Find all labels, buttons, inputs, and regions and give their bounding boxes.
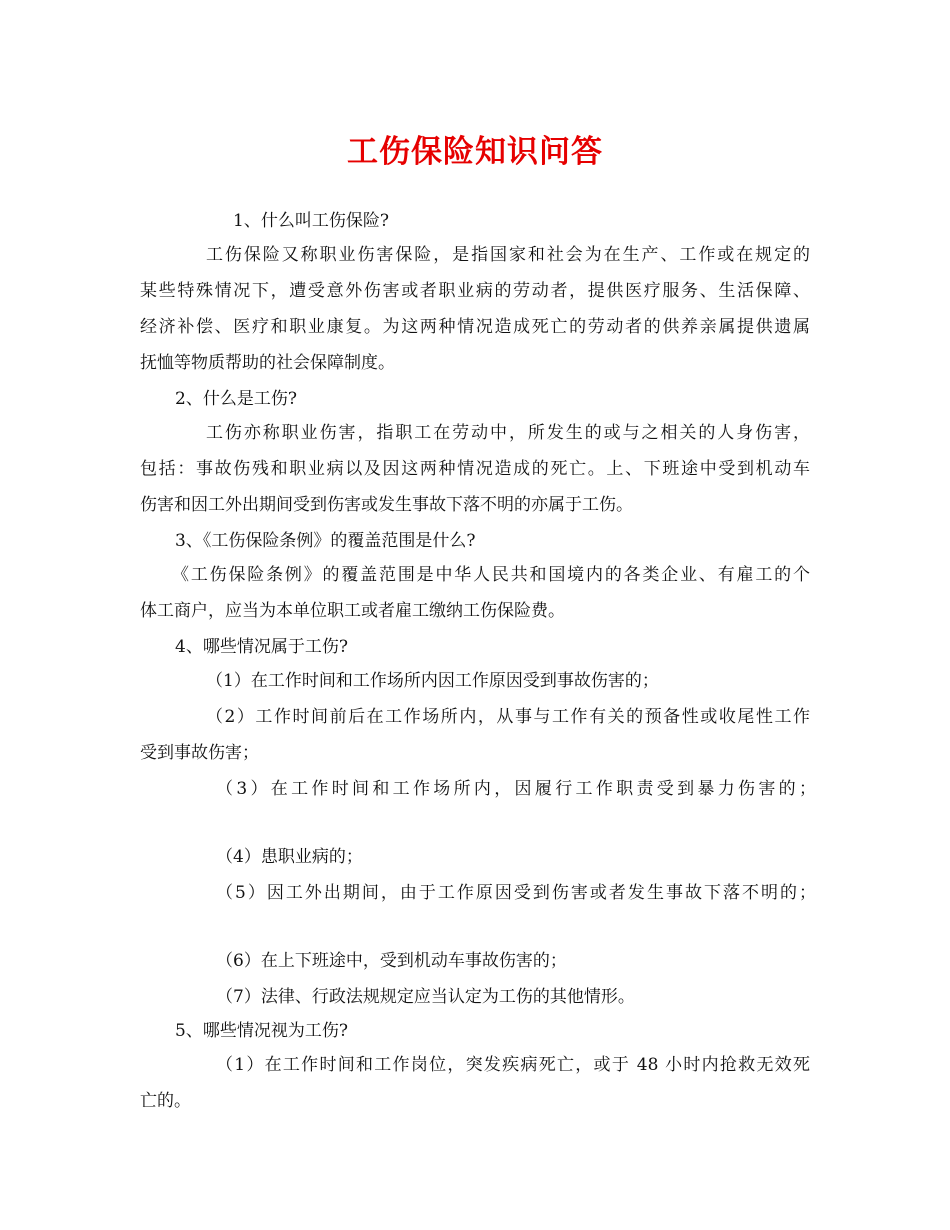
answer-2-line-1: 工伤亦称职业伤害，指职工在劳动中，所发生的或与之相关的人身伤害， <box>206 423 810 443</box>
question-1: 1、什么叫工伤保险? <box>233 211 389 231</box>
question-2: 2、什么是工伤? <box>175 389 297 409</box>
item-4-3: （3）在工作时间和工作场所内，因履行工作职责受到暴力伤害的； <box>216 779 816 799</box>
answer-2-line-2: 包括：事故伤残和职业病以及因这两种情况造成的死亡。上、下班途中受到机动车 <box>140 459 810 479</box>
item-4-6: （6）在上下班途中，受到机动车事故伤害的； <box>216 951 567 971</box>
document-title: 工伤保险知识问答 <box>347 134 603 170</box>
answer-1-line-3: 经济补偿、医疗和职业康复。为这两种情况造成死亡的劳动者的供养亲属提供遗属 <box>140 317 810 337</box>
question-5: 5、哪些情况视为工伤? <box>175 1021 348 1041</box>
item-4-4: （4）患职业病的； <box>216 847 363 867</box>
item-4-2-line-1: （2）工作时间前后在工作场所内，从事与工作有关的预备性或收尾性工作 <box>206 707 810 727</box>
item-4-5: （5）因工外出期间，由于工作原因受到伤害或者发生事故下落不明的； <box>216 883 816 903</box>
item-5-1-line-1: （1）在工作时间和工作岗位，突发疾病死亡，或于 48 小时内抢救无效死 <box>216 1055 810 1075</box>
item-4-7: （7）法律、行政法规规定应当认定为工伤的其他情形。 <box>216 987 635 1007</box>
item-5-1-line-2: 亡的。 <box>140 1091 191 1111</box>
answer-2-line-3: 伤害和因工外出期间受到伤害或发生事故下落不明的亦属于工伤。 <box>140 495 633 515</box>
answer-3-line-2: 体工商户，应当为本单位职工或者雇工缴纳工伤保险费。 <box>140 601 565 621</box>
answer-1-line-4: 抚恤等物质帮助的社会保障制度。 <box>140 353 395 373</box>
item-4-1: （1）在工作时间和工作场所内因工作原因受到事故伤害的； <box>206 671 659 691</box>
answer-3-line-1: 《工伤保险条例》的覆盖范围是中华人民共和国境内的各类企业、有雇工的个 <box>172 565 810 585</box>
question-4: 4、哪些情况属于工伤? <box>175 637 348 657</box>
question-3: 3、《工伤保险条例》的覆盖范围是什么? <box>175 531 476 551</box>
answer-1-line-2: 某些特殊情况下，遭受意外伤害或者职业病的劳动者，提供医疗服务、生活保障、 <box>140 281 810 301</box>
item-4-2-line-2: 受到事故伤害； <box>140 743 259 763</box>
answer-1-line-1: 工伤保险又称职业伤害保险，是指国家和社会为在生产、工作或在规定的 <box>206 245 810 265</box>
